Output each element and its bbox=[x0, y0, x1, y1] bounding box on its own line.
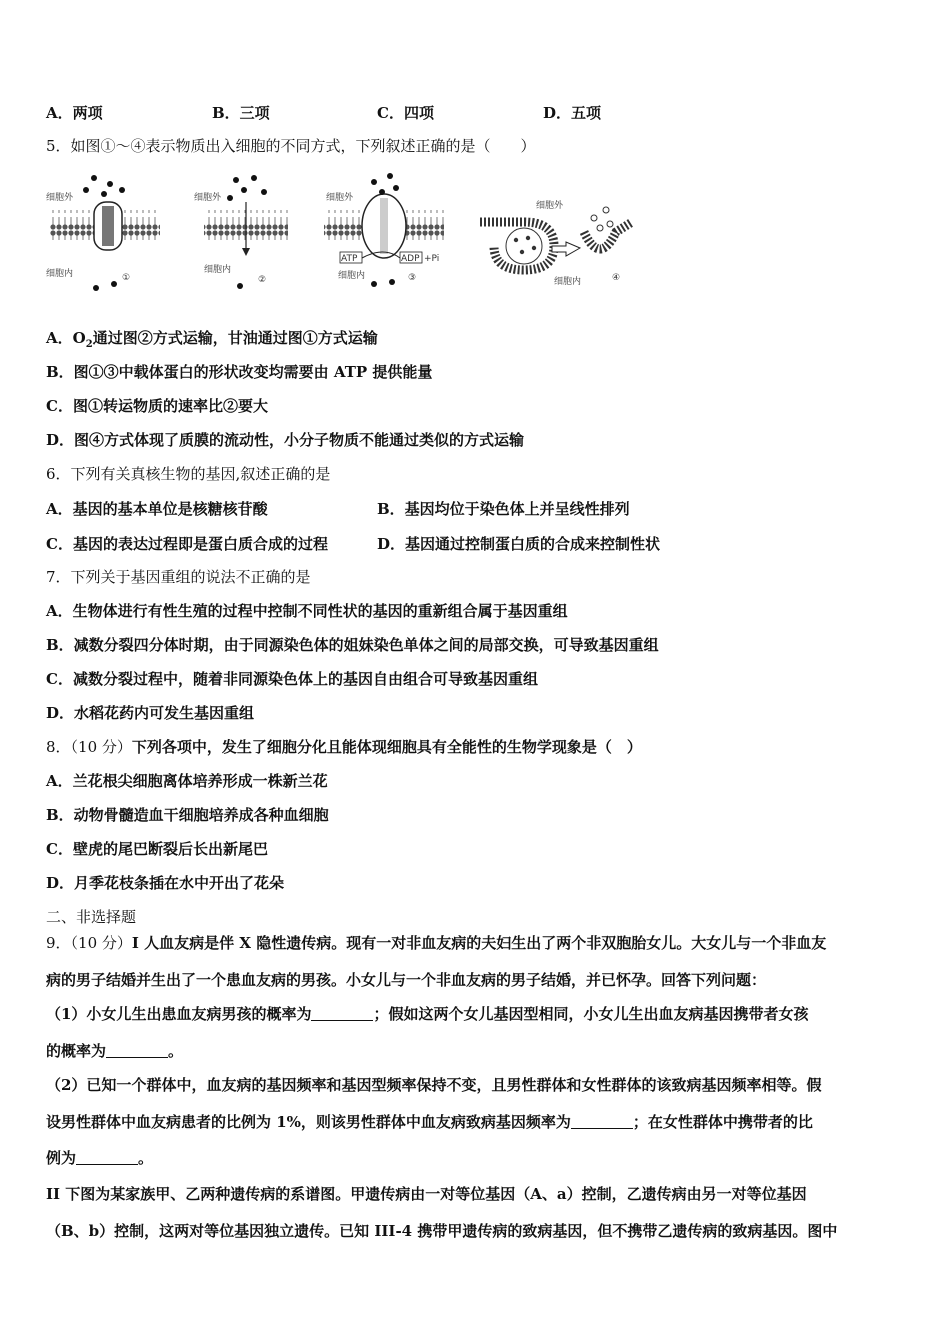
panel-2-inside-label: 细胞内 bbox=[204, 265, 232, 275]
q9-line-2: 病的男子结婚并生出了一个患血友病的男孩。小女儿与一个非血友病的男子结婚，并已怀孕。回答下列问题： bbox=[46, 971, 767, 989]
section-heading: 二、非选择题 bbox=[46, 908, 137, 926]
panel-1-inside-label: 细胞内 bbox=[46, 269, 74, 279]
atp-label: ATP bbox=[341, 254, 358, 264]
panel-4-endocytosis bbox=[480, 199, 632, 287]
panel-3-outside-label: 细胞外 bbox=[326, 193, 354, 203]
q4-option-d: D．五项 bbox=[543, 104, 602, 122]
panel-2-number: ② bbox=[258, 275, 267, 285]
q7-option-d: D．水稻花药内可发生基因重组 bbox=[46, 704, 255, 722]
panel-3-active-transport bbox=[324, 173, 444, 287]
q7-stem: 7．下列关于基因重组的说法不正确的是 bbox=[46, 568, 311, 586]
q8-option-c: C．壁虎的尾巴断裂后长出新尾巴 bbox=[46, 840, 268, 858]
q9-line-1: 9．（10 分）I 人血友病是伴 X 隐性遗传病。现有一对非血友病的夫妇生出了两个非双胞胎女儿。大女儿与一个非血友 bbox=[46, 934, 827, 952]
q9-part-2-line-3: 例为 。 bbox=[46, 1149, 154, 1167]
membrane-transport-figure bbox=[44, 170, 644, 298]
q8-option-b: B．动物骨髓造血干细胞培养成各种血细胞 bbox=[46, 806, 329, 824]
q8-option-d: D．月季花枝条插在水中开出了花朵 bbox=[46, 874, 285, 892]
panel-4-inside-label: 细胞内 bbox=[554, 277, 582, 287]
q6-option-a: A．基因的基本单位是核糖核苷酸 bbox=[46, 500, 268, 518]
q5-option-b: B．图①③中载体蛋白的形状改变均需要由 ATP 提供能量 bbox=[46, 363, 433, 381]
panel-3-inside-label: 细胞内 bbox=[338, 271, 366, 281]
q9-part-ii-line-1: II 下图为某家族甲、乙两种遗传病的系谱图。甲遗传病由一对等位基因（A、a）控制，乙遗传病由另一对等位基因 bbox=[46, 1185, 807, 1203]
q8-option-a: A．兰花根尖细胞离体培养形成一株新兰花 bbox=[46, 772, 328, 790]
q9-part-1-line-1: （1）小女儿生出患血友病男孩的概率为 ；假如这两个女儿基因型相同，小女儿生出血友病基因携带者女孩 bbox=[46, 1005, 809, 1023]
panel-4-number: ④ bbox=[612, 273, 621, 283]
answer-blank-2[interactable] bbox=[106, 1043, 168, 1058]
q9-part-2-line-2: 设男性群体中血友病患者的比例为 1%，则该男性群体中血友病致病基因频率为 ；在女性群体中携带者的比 bbox=[46, 1113, 813, 1131]
q6-option-d: D．基因通过控制蛋白质的合成来控制性状 bbox=[377, 535, 661, 553]
q4-option-b: B．三项 bbox=[212, 104, 270, 122]
panel-1-outside-label: 细胞外 bbox=[46, 193, 74, 203]
panel-3-number: ③ bbox=[408, 273, 417, 283]
answer-blank-4[interactable] bbox=[76, 1150, 138, 1165]
q7-option-a: A．生物体进行有性生殖的过程中控制不同性状的基因的重新组合属于基因重组 bbox=[46, 602, 568, 620]
q4-option-c: C．四项 bbox=[377, 104, 434, 122]
answer-blank-3[interactable] bbox=[571, 1114, 633, 1129]
q6-option-b: B．基因均位于染色体上并呈线性排列 bbox=[377, 500, 630, 518]
answer-blank-1[interactable] bbox=[311, 1006, 373, 1021]
q4-option-a: A．两项 bbox=[46, 104, 103, 122]
q6-option-c: C．基因的表达过程即是蛋白质合成的过程 bbox=[46, 535, 328, 553]
panel-2-outside-label: 细胞外 bbox=[194, 193, 222, 203]
q8-stem: 8．（10 分）下列各项中，发生了细胞分化且能体现细胞具有全能性的生物学现象是（ ） bbox=[46, 738, 642, 756]
adp-label: ADP bbox=[401, 254, 420, 264]
q9-part-2-line-1: （2）已知一个群体中，血友病的基因频率和基因型频率保持不变，且男性群体和女性群体的该致病基因频率相等。假 bbox=[46, 1076, 822, 1094]
q5-option-a: A．$O_2$通过图②方式运输，甘油通过图①方式运输 bbox=[46, 329, 378, 350]
q5-stem: 5．如图①～④表示物质出入细胞的不同方式，下列叙述正确的是（ ） bbox=[46, 137, 536, 155]
q9-part-ii-line-2: （B、b）控制，这两对等位基因独立遗传。已知 III-4 携带甲遗传病的致病基因，但不携带乙遗传病的致病基因。图中 bbox=[46, 1222, 838, 1240]
panel-1-number: ① bbox=[122, 273, 131, 283]
pi-label: +Pi bbox=[424, 254, 440, 264]
panel-4-outside-label: 细胞外 bbox=[536, 201, 564, 211]
q9-part-1-line-2: 的概率为 。 bbox=[46, 1042, 184, 1060]
q6-stem: 6．下列有关真核生物的基因,叙述正确的是 bbox=[46, 465, 331, 483]
q7-option-b: B．减数分裂四分体时期，由于同源染色体的姐妹染色单体之间的局部交换，可导致基因重组 bbox=[46, 636, 659, 654]
q5-option-c: C．图①转运物质的速率比②要大 bbox=[46, 397, 268, 415]
q5-option-d: D．图④方式体现了质膜的流动性，小分子物质不能通过类似的方式运输 bbox=[46, 431, 525, 449]
panel-1-carrier bbox=[46, 175, 160, 291]
panel-2-free-diffusion bbox=[194, 175, 288, 289]
q7-option-c: C．减数分裂过程中，随着非同源染色体上的基因自由组合可导致基因重组 bbox=[46, 670, 538, 688]
